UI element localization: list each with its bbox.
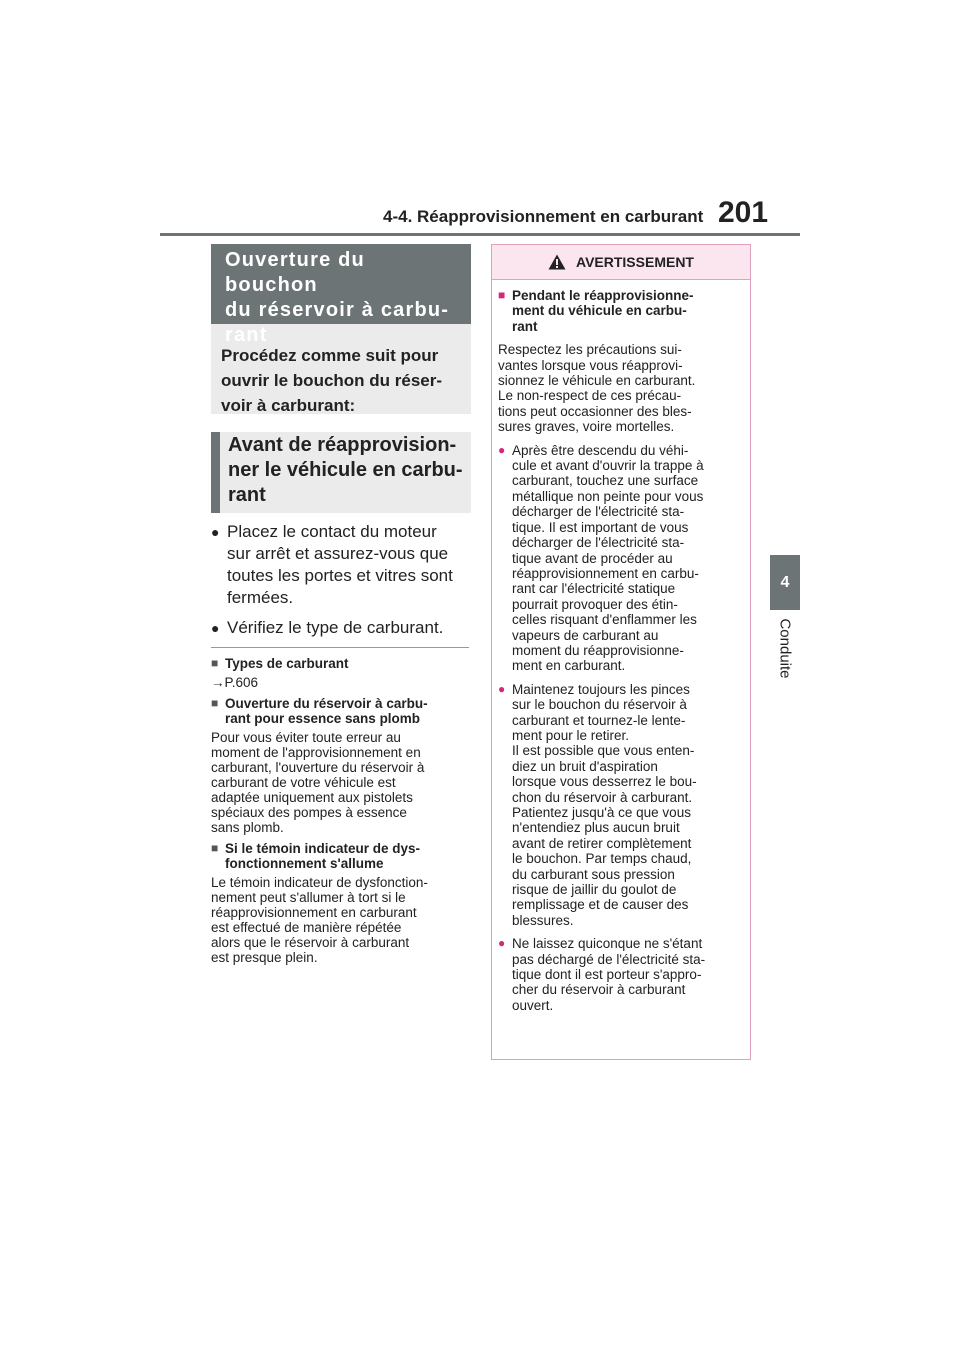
note-unleaded-opening: ■ Ouverture du réservoir à carbu- rant pour essence sans plomb Pour vous éviter toute erreur au moment de l'approvisionnement en carburant, l'ouverture du réservoir à carburant de votre véhicule est adaptée uniquement aux pistolets spéciaux des pompes à essence sans plomb. (211, 696, 428, 835)
list-item: ● Après être descendu du véhi- cule et avant d'ouvrir la trappe à carburant, touchez une surface métallique non peinte pour vous décharger de l'électricité sta- tique. Il est important de vous décharger de l'électricité sta- tique avant de procéder au réapprovisionnement en carbu- rant car l'électricité statique pourrait provoquer des étin- celles risquant d'enflammer les vapeurs de carburant au moment du réapprovisionne- ment en carburant. (498, 442, 704, 674)
square-bullet-icon: ■ (211, 696, 219, 710)
list-item: ● Maintenez toujours les pinces sur le bouchon du réservoir à carburant et tournez-le lente- ment pour le retirer. Il est possible que vous enten- diez un bruit d'aspiration lorsque vous desserrez le bou- chon du réservoir à carburant. Patientez jusqu'à ce que vous n'entendiez plus aucun bruit avant de retirer complètement le bouchon. Par temps chaud, du carburant sous pression risque de jaillir du goulot de remplissage et de causer des blessures. (498, 681, 697, 928)
chapter-label-text: Conduite (776, 617, 794, 679)
warning-title-bar (492, 245, 750, 280)
warning-triangle-icon (548, 254, 566, 270)
chapter-tab-number: 4 (770, 555, 800, 610)
warning-box (491, 244, 751, 1060)
subheading-box (211, 432, 471, 513)
bullet-dot-icon: ● (498, 442, 506, 457)
section-title: 4-4. Réapprovisionnement en carburant (383, 207, 704, 226)
bullet-dot-icon: ● (498, 681, 506, 696)
list-item: ● Placez le contact du moteur sur arrêt et assurez-vous que toutes les portes et vitres sont fermées. (211, 522, 453, 607)
square-bullet-icon: ■ (211, 841, 219, 855)
main-heading-box (211, 244, 471, 346)
chapter-tab-label (770, 608, 800, 688)
intro-text: Procédez comme suit pour ouvrir le bouchon du réser- voir à carburant: (221, 346, 443, 415)
square-bullet-icon: ■ (211, 656, 219, 670)
left-column (211, 244, 471, 971)
list-item: ● Vérifiez le type de carburant. (211, 618, 444, 637)
square-bullet-icon: ■ (498, 288, 506, 302)
note-fuel-types: ■ Types de carburant →P.606 (211, 656, 349, 690)
list-item: ● Ne laissez quiconque ne s'étant pas déchargé de l'électricité sta- tique dont il est porteur s'appro- cher du réservoir à carburant ouvert. (498, 936, 706, 1013)
section-divider (211, 647, 469, 648)
warning-title: AVERTISSEMENT (576, 254, 694, 270)
warning-heading: Pendant le réapprovisionne- ment du véhicule en carbu- rant (512, 288, 694, 334)
main-heading: Ouverture du bouchon du réservoir à carbu- rant (225, 249, 450, 346)
bullet-dot-icon: ● (211, 620, 220, 636)
header-divider (160, 233, 800, 236)
bullet-list (211, 521, 471, 639)
warning-intro: Respectez les précautions sui- vantes lorsque vous réapprovi- sionnez le véhicule en carburant. Le non-respect de ces précau- tions peut occasionner des bles- sures graves, voire mortelles. (498, 342, 696, 435)
subheading: Avant de réapprovision- ner le véhicule en carbu- rant (228, 434, 463, 506)
note-malfunction-light: ■ Si le témoin indicateur de dys- fonctionnement s'allume Le témoin indicateur de dysfonction- nement peut s'allumer à tort si le réapprovisionnement en carburant est effectué de manière répétée alors que le réservoir à carburant est presque plein. (211, 841, 428, 965)
bullet-dot-icon: ● (498, 936, 506, 951)
page-number: 201 (718, 196, 769, 229)
subheading-bar (211, 432, 220, 513)
bullet-dot-icon: ● (211, 524, 220, 540)
